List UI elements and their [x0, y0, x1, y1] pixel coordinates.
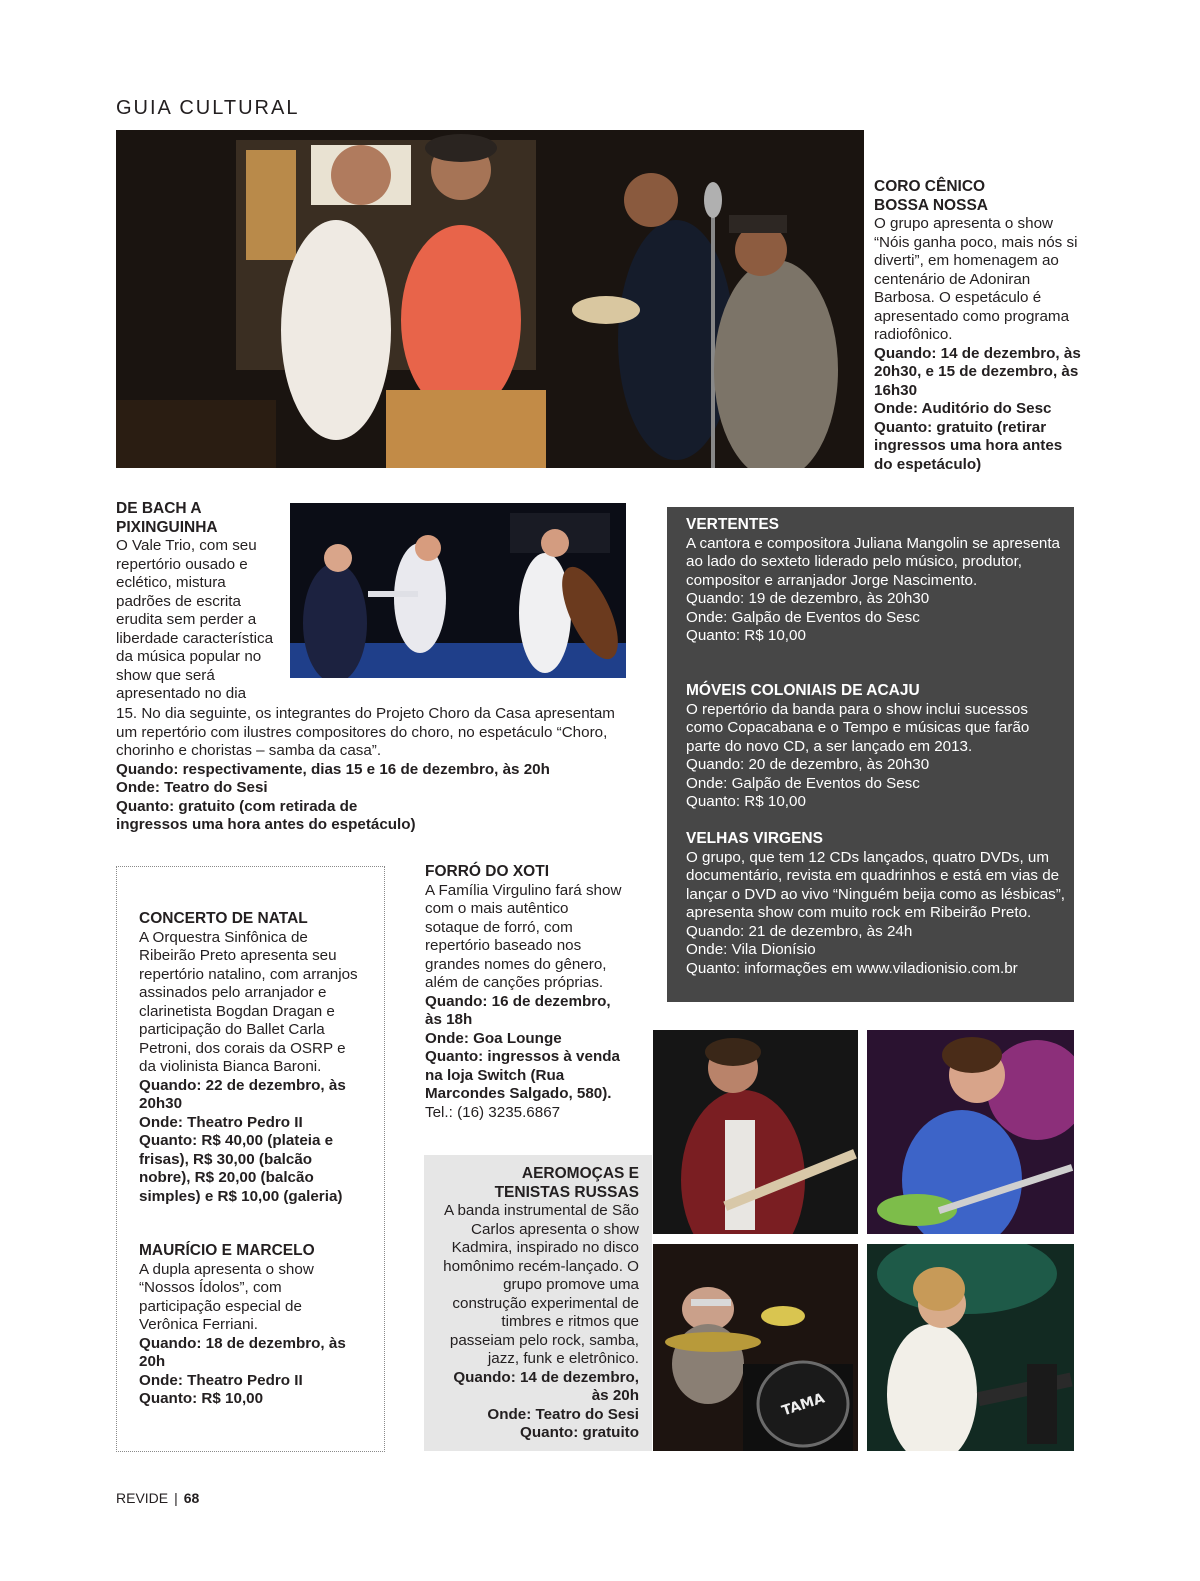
aero-when: Quando: 14 de dezembro, às 20h	[453, 1368, 639, 1404]
mauricio-when: Quando: 18 de dezembro, às 20h	[139, 1334, 346, 1370]
vertentes-event	[686, 516, 1061, 646]
natal-description: A Orquestra Sinfônica de Ribeirão Preto apresenta seu repertório natalino, com arranjos assinados pelo arranjador e clarinetista Bogdan Dragan e participação do Ballet Carla Petroni, dos corais da OSRP e da violinista Bianca Baroni.	[139, 928, 358, 1075]
vertentes-title: VERTENTES	[686, 516, 780, 533]
forro-price: Quanto: ingressos à venda na loja Switch (Rua Marcondes Salgado, 580).	[425, 1048, 620, 1102]
velhas-title: VELHAS VIRGENS	[686, 830, 823, 847]
mauricio-description: A dupla apresenta o show “Nossos Ídolos”, com participação especial de Verônica Ferriani.	[139, 1260, 314, 1333]
coro-photo	[116, 130, 864, 468]
mauricio-title: MAURÍCIO E MARCELO	[139, 1242, 315, 1259]
moveis-price: Quanto: R$ 10,00	[686, 793, 806, 810]
velhas-when: Quando: 21 de dezembro, às 24h	[686, 922, 913, 940]
band-photo-guitarist	[867, 1030, 1074, 1234]
mauricio-price: Quanto: R$ 10,00	[139, 1390, 264, 1407]
aero-price: Quanto: gratuito	[520, 1424, 639, 1441]
natal-event	[139, 910, 359, 1206]
dotted-events-box	[116, 866, 385, 1452]
vertentes-description: A cantora e compositora Juliana Mangolin se apresenta ao lado do sexteto liderado pelo músico, produtor, compositor e arranjador Jorge Nascimento.	[686, 534, 1061, 589]
magazine-name: REVIDE	[116, 1490, 169, 1506]
aero-title-line2: TENISTAS RUSSAS	[494, 1183, 639, 1201]
coro-where: Onde: Auditório do Sesc	[874, 400, 1052, 417]
velhas-where: Onde: Vila Dionísio	[686, 941, 816, 958]
forro-event	[425, 863, 625, 1122]
footer-separator: |	[174, 1490, 178, 1506]
coro-description: O grupo apresenta o show “Nóis ganha poco, mais nós si diverti”, em homenagem ao centenário de Adoniran Barbosa. O espetáculo é apresentado como programa radiofônico.	[874, 215, 1078, 343]
coro-when: Quando: 14 de dezembro, às 20h30, e 15 de dezembro, às 16h30	[874, 344, 1081, 399]
forro-title: FORRÓ DO XOTI	[425, 863, 549, 880]
bach-event-details	[116, 705, 626, 835]
aero-event	[434, 1165, 639, 1443]
band-photo-drummer	[653, 1244, 858, 1451]
moveis-title: MÓVEIS COLONIAIS DE ACAJU	[686, 682, 920, 699]
coro-title-line2: BOSSA NOSSA	[874, 196, 988, 214]
coro-title-line1: CORO CÊNICO	[874, 178, 986, 195]
natal-when: Quando: 22 de dezembro, às 20h30	[139, 1076, 346, 1112]
bach-price: Quanto: gratuito (com retirada de ingressos uma hora antes do espetáculo)	[116, 797, 416, 833]
vertentes-when: Quando: 19 de dezembro, às 20h30	[686, 590, 930, 607]
bach-title-line2: PIXINGUINHA	[116, 518, 218, 536]
forro-description: A Família Virgulino fará show com o mais autêntico sotaque de forró, com repertório baseado nos grandes nomes do gênero, além de canções próprias.	[425, 881, 622, 991]
band-photo-keyboardist	[867, 1244, 1074, 1451]
natal-price: Quanto: R$ 40,00 (plateia e frisas), R$ 30,00 (balcão nobre), R$ 20,00 (balcão simples) e R$ 10,00 (galeria)	[139, 1132, 343, 1205]
aero-title-line1: AEROMOÇAS E	[521, 1165, 639, 1182]
vertentes-price: Quanto: R$ 10,00	[686, 627, 806, 644]
bach-title-line1: DE BACH A	[116, 500, 202, 517]
forro-where: Onde: Goa Lounge	[425, 1029, 562, 1047]
moveis-where: Onde: Galpão de Eventos do Sesc	[686, 774, 920, 792]
bach-photo	[290, 503, 626, 678]
dark-events-box	[667, 507, 1074, 1002]
natal-where: Onde: Theatro Pedro II	[139, 1113, 303, 1131]
drum-brand-label: TAMA	[779, 1390, 827, 1420]
mauricio-event	[139, 1242, 359, 1409]
aero-description: A banda instrumental de São Carlos apresenta o show Kadmira, inspirado no disco homônimo recém-lançado. O grupo promove uma construção experimental de timbres e ritmos que passeiam pelo rock, samba, jazz, funk e eletrônico.	[443, 1202, 639, 1367]
moveis-when: Quando: 20 de dezembro, às 20h30	[686, 756, 930, 773]
bach-when: Quando: respectivamente, dias 15 e 16 de dezembro, às 20h	[116, 760, 550, 778]
bach-event-intro	[116, 500, 276, 704]
page-footer	[116, 1490, 199, 1506]
natal-title: CONCERTO DE NATAL	[139, 910, 308, 927]
aero-box	[424, 1155, 652, 1451]
aero-where: Onde: Teatro do Sesi	[487, 1405, 639, 1423]
moveis-event	[686, 682, 1061, 812]
vertentes-where: Onde: Galpão de Eventos do Sesc	[686, 608, 920, 626]
bach-description-short: O Vale Trio, com seu repertório ousado e eclético, mistura padrões de escrita erudita sem perder a liberdade característica da música popular no show que será apresentado no dia	[116, 537, 274, 702]
bach-description-long: 15. No dia seguinte, os integrantes do Projeto Choro da Casa apresentam um repertório com ilustres compositores do choro, no espetáculo “Choro, chorinho e choristas – samba da casa”.	[116, 705, 615, 759]
coro-event	[874, 178, 1084, 474]
velhas-price: Quanto: informações em www.viladionisio.com.br	[686, 959, 1018, 977]
section-title: GUIA CULTURAL	[116, 97, 300, 119]
velhas-event	[686, 830, 1066, 978]
band-photo-bassist	[653, 1030, 858, 1234]
page-number: 68	[183, 1490, 200, 1506]
bach-where: Onde: Teatro do Sesi	[116, 779, 268, 796]
forro-phone: Tel.: (16) 3235.6867	[425, 1103, 561, 1121]
coro-price: Quanto: gratuito (retirar ingressos uma hora antes do espetáculo)	[874, 418, 1063, 473]
forro-when: Quando: 16 de dezembro, às 18h	[425, 992, 611, 1028]
velhas-description: O grupo, que tem 12 CDs lançados, quatro DVDs, um documentário, revista em quadrinhos e está em vias de lançar o DVD ao vivo “Ninguém beija como as lésbicas”, apresenta show com muito rock em Ribeirão Preto.	[686, 848, 1066, 921]
moveis-description: O repertório da banda para o show inclui sucessos como Copacabana e o Tempo e músicas que farão parte do novo CD, a ser lançado em 2013.	[686, 700, 1030, 755]
mauricio-where: Onde: Theatro Pedro II	[139, 1371, 303, 1389]
